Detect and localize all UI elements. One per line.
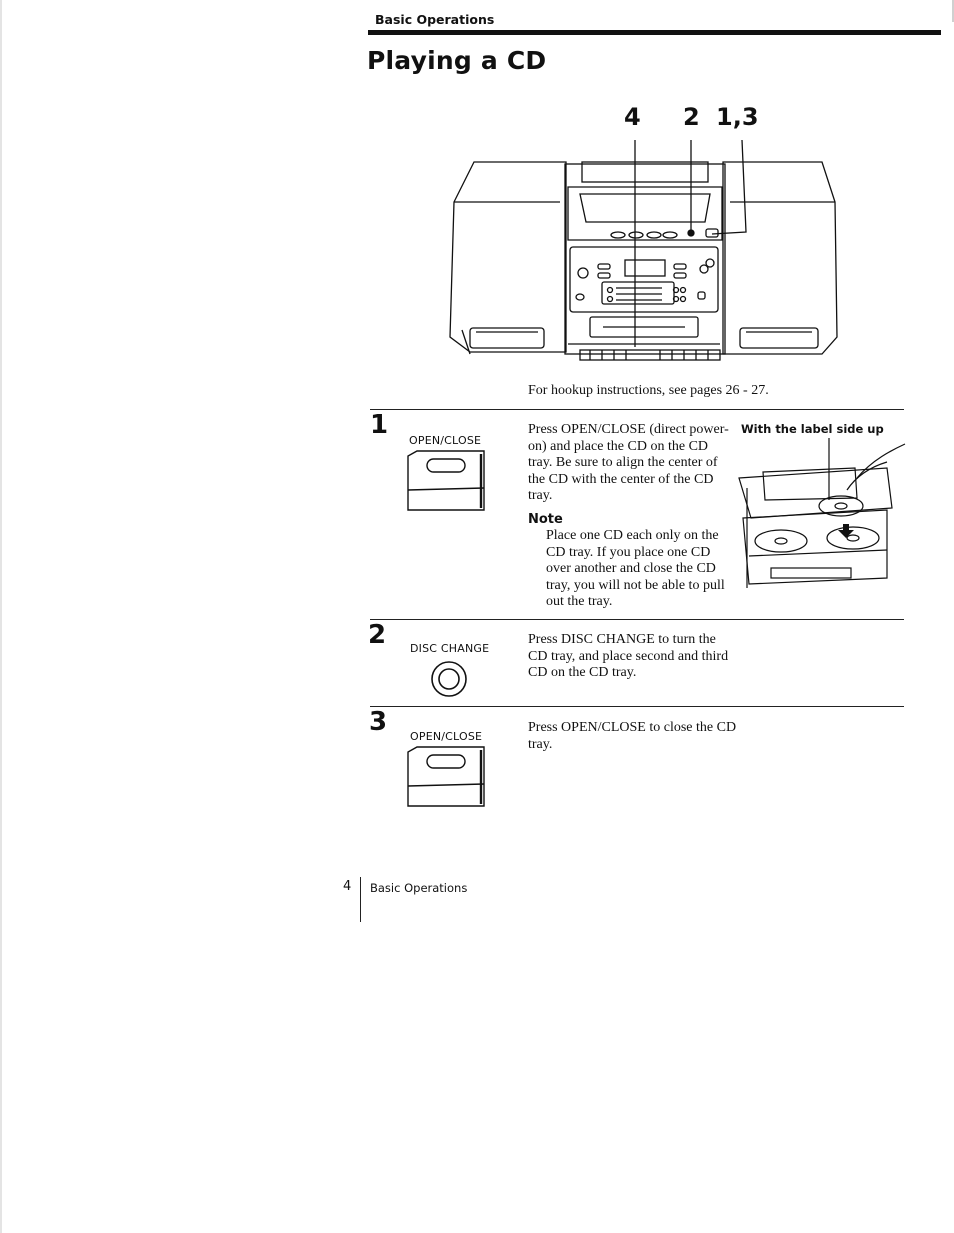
callout-1-3: 1,3 [716,103,759,131]
step-3-text: Press OPEN/CLOSE to close the CD tray. [528,720,737,752]
callout-4: 4 [624,103,641,131]
step-2-number: 2 [368,620,387,650]
callout-2: 2 [683,103,700,131]
step-1-text: Press OPEN/CLOSE (direct power-on) and place the CD on the CD tray. Be sure to align the center of the CD with the center of the CD tray. [528,422,729,503]
step-1-number: 1 [370,410,389,440]
step-3-button-label: OPEN/CLOSE [410,730,483,743]
page-title: Playing a CD [367,46,547,75]
footer-divider [360,877,361,922]
scan-edge-left [0,0,2,1233]
step-divider [370,706,904,707]
footer-section: Basic Operations [370,881,468,895]
disc-change-button-icon [430,660,468,698]
step-divider [370,409,904,410]
open-close-button-icon [405,448,489,512]
step-divider [370,619,904,620]
cd-player-illustration [440,132,850,372]
cd-tray-illustration [737,438,907,596]
step-2-button-label: DISC CHANGE [410,642,490,655]
page-number: 4 [343,879,352,894]
header-rule [368,30,941,35]
note-heading: Note [528,512,563,527]
open-close-button-icon [405,744,489,808]
step-2-text: Press DISC CHANGE to turn the CD tray, and place second and third CD on the CD tray. [528,632,729,680]
note-text: Place one CD each only on the CD tray. If you place one CD over another and close the CD tray, you will not be able to pull out the tray. [546,528,725,609]
step-1-button-label: OPEN/CLOSE [409,434,482,447]
hookup-note: For hookup instructions, see pages 26 - 27. [528,383,769,398]
section-label: Basic Operations [375,12,495,27]
label-side-up-caption: With the label side up [741,422,884,436]
step-3-number: 3 [369,707,388,737]
